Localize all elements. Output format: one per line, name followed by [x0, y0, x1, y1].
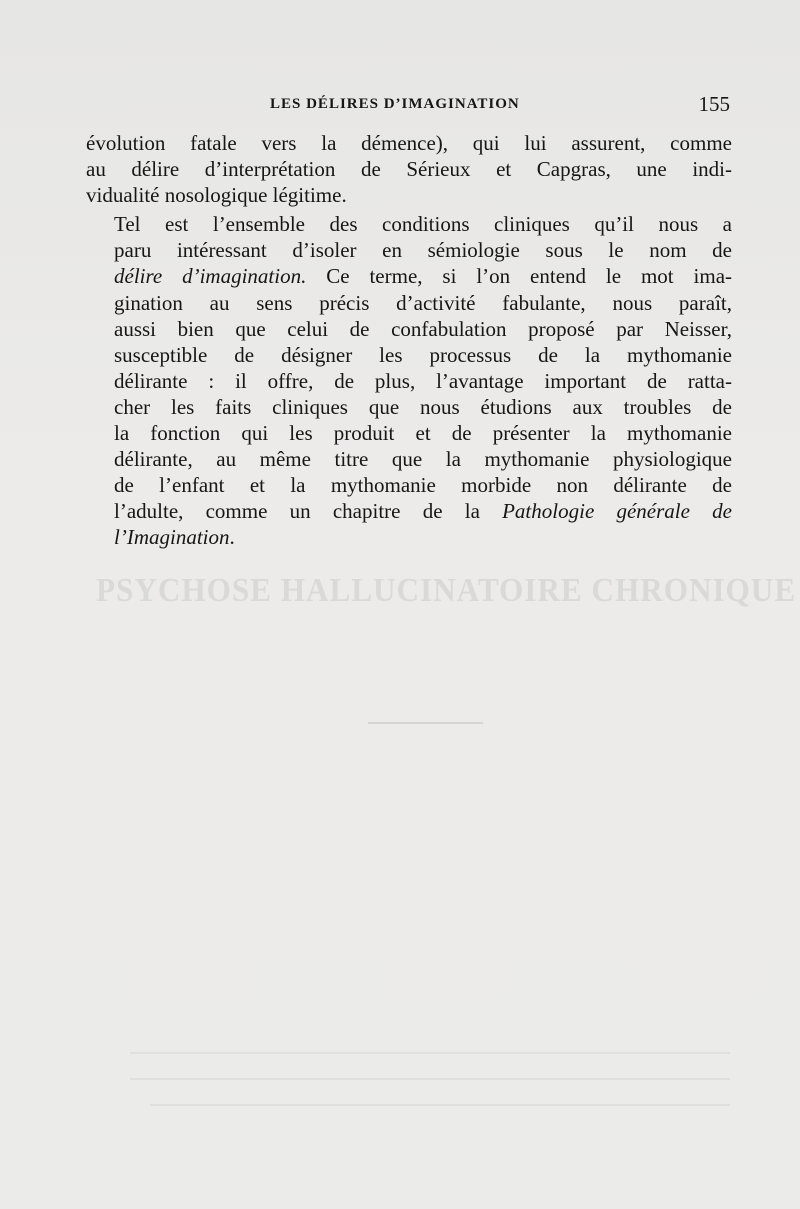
italic-title: Pathologie générale de: [502, 499, 732, 524]
text-fragment: Ce terme, si l’on entend le mot ima-: [306, 264, 733, 289]
paragraph-2: [86, 211, 732, 550]
body-text: [86, 130, 732, 551]
text-line: vidualité nosologique légitime.: [86, 183, 347, 208]
text-line: délirante, au même titre que la mythomanie physiologique: [114, 447, 732, 472]
paragraph-1: [86, 130, 732, 208]
text-line: la fonction qui les produit et de présenter la mythomanie: [114, 421, 732, 446]
text-fragment: l’adulte, comme un chapitre de la: [114, 499, 503, 524]
text-fragment: .: [229, 525, 235, 550]
text-line: susceptible de désigner les processus de la mythomanie: [114, 342, 732, 367]
text-line: [86, 263, 732, 289]
text-line: délirante : il offre, de plus, l’avantage important de ratta-: [114, 368, 732, 393]
text-line: paru intéressant d’isoler en sémiologie sous le nom de: [114, 238, 732, 263]
text-line: au délire d’interprétation de Sérieux et Capgras, une indi-: [86, 157, 732, 182]
italic-term: délire d’imagination.: [114, 264, 307, 289]
italic-title: l’Imagination: [114, 525, 230, 550]
text-line: gination au sens précis d’activité fabulante, nous paraît,: [114, 290, 732, 315]
show-through-heading: PSYCHOSE HALLUCINATOIRE CHRONIQUE: [96, 572, 797, 609]
text-line: de l’enfant et la mythomanie morbide non délirante de: [114, 473, 732, 498]
text-line: [86, 524, 732, 550]
text-line: [86, 498, 732, 524]
page-number: 155: [698, 92, 730, 116]
show-through-line: [130, 1078, 730, 1080]
text-line: évolution fatale vers la démence), qui lui assurent, comme: [86, 131, 732, 155]
show-through-line: [130, 1052, 730, 1054]
show-through-line: [150, 1104, 730, 1106]
running-head: LES DÉLIRES D’IMAGINATION: [270, 96, 520, 112]
text-line: Tel est l’ensemble des conditions cliniques qu’il nous a: [114, 212, 732, 237]
text-line: cher les faits cliniques que nous étudions aux troubles de: [114, 394, 732, 419]
text-line: aussi bien que celui de confabulation proposé par Neisser,: [114, 316, 732, 341]
show-through-rule: [368, 722, 483, 724]
